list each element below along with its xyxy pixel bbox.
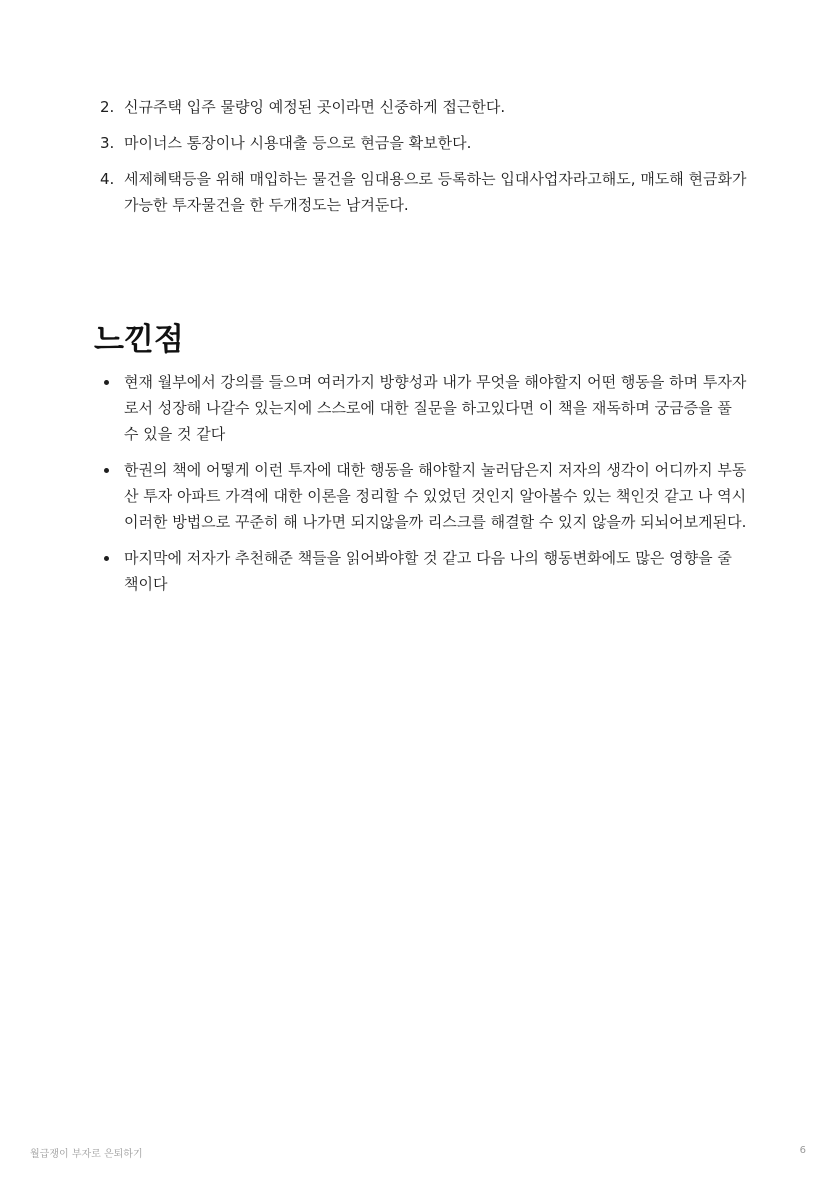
list-item-text: 세제혜택등을 위해 매입하는 물건을 임대용으로 등록하는 입대사업자라고해도, 매도해 현금화가 가능한 투자물건을 한 두개정도는 남겨둔다. bbox=[124, 170, 747, 214]
list-number: 2. bbox=[100, 98, 115, 116]
list-item bbox=[100, 545, 750, 597]
list-item bbox=[100, 457, 750, 535]
list-number: 4. bbox=[100, 170, 115, 188]
list-item bbox=[100, 166, 750, 218]
list-item-text: 현재 월부에서 강의를 들으며 여러가지 방향성과 내가 무엇을 해야할지 어떤 행동을 하며 투자자로서 성장해 나갈수 있는지에 스스로에 대한 질문을 하고있다면 이 책을 재독하며 궁금증을 풀 수 있을 것 같다 bbox=[124, 373, 747, 443]
footer-document-title: 월급쟁이 부자로 은퇴하기 bbox=[30, 1149, 143, 1160]
numbered-list bbox=[100, 94, 750, 228]
bullet-icon bbox=[100, 369, 124, 447]
list-item bbox=[100, 130, 750, 156]
list-item-text: 마이너스 통장이나 시용대출 등으로 현금을 확보한다. bbox=[124, 134, 472, 152]
bullet-icon bbox=[100, 457, 124, 535]
bullet-icon bbox=[100, 545, 124, 597]
list-item-text: 마지막에 저자가 추천해준 책들을 읽어봐야할 것 같고 다음 나의 행동변화에도 많은 영향을 줄 책이다 bbox=[124, 549, 732, 593]
list-item bbox=[100, 369, 750, 447]
section-heading: 느낀점 bbox=[94, 322, 184, 358]
list-item bbox=[100, 94, 750, 120]
list-number: 3. bbox=[100, 134, 115, 152]
list-item-text: 한권의 책에 어떻게 이런 투자에 대한 행동을 해야할지 눌러담은지 저자의 생각이 어디까지 부동산 투자 아파트 가격에 대한 이론을 정리할 수 있었던 것인지 알아볼수 있는 책인것 같고 나 역시 이러한 방법으로 꾸준히 해 나가면 되지않을까 리스크를 해결할 수 있지 않을까 되뇌어보게된다. bbox=[124, 461, 747, 531]
footer-page-number: 6 bbox=[799, 1145, 806, 1156]
bullet-list bbox=[100, 369, 750, 607]
list-item-text: 신규주택 입주 물량잉 예정된 곳이라면 신중하게 접근한다. bbox=[124, 98, 506, 116]
